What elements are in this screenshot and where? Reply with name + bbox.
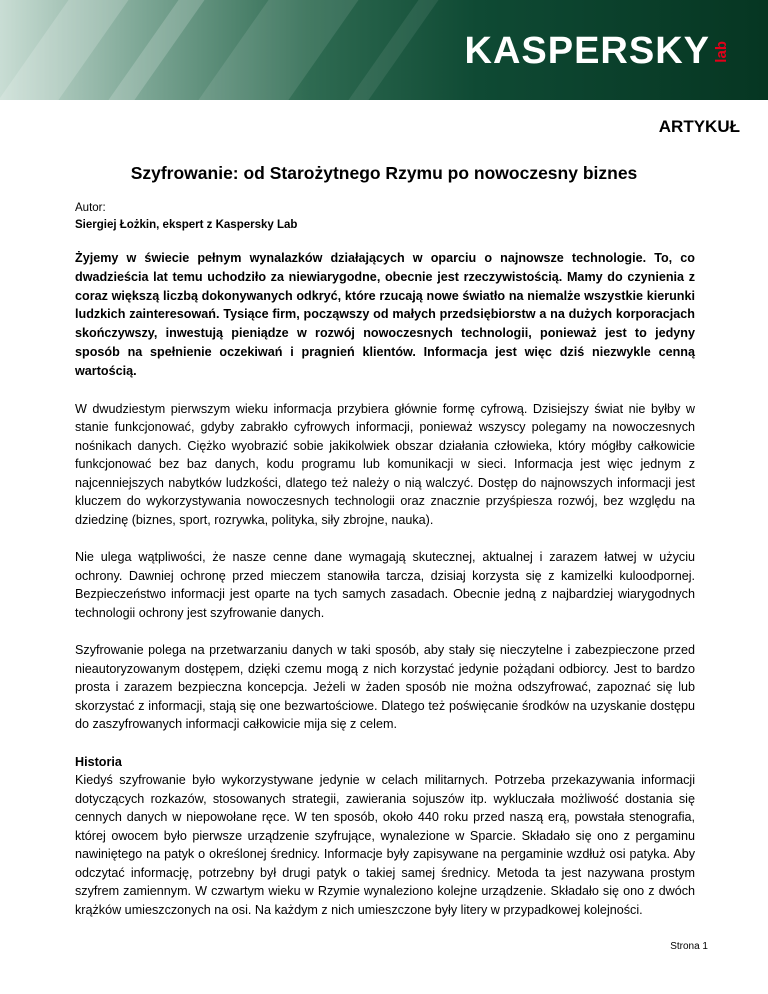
author-block xyxy=(75,200,297,234)
logo-text: KASPERSKY xyxy=(464,30,710,72)
author-label: Autor: xyxy=(75,202,106,214)
paragraph-1: W dwudziestym pierwszym wieku informacja przybiera głównie formę cyfrową. Dzisiejszy świat nie byłby w stanie funkcjonować, gdyby zabrakło cyfrowych informacji, ponieważ wszyscy polegamy na nowoczesnych nośnikach danych. Ciężko wyobrazić sobie jakikolwiek obszar działania człowieka, który mógłby całkowicie funkcjonować bez baz danych, kodu programu lub komunikacji w sieci. Informacja jest więc jednym z najcenniejszych nabytków ludzkości, dlatego też należy o nią walczyć. Dostęp do najnowszych informacji jest kluczem do wykorzystywania nowoczesnych technologii oraz znacznie przyśpiesza rozwój, bez względu na dziedzinę (biznes, sport, rozrywka, polityka, siły zbrojne, nauka). xyxy=(75,401,695,527)
article-label: ARTYKUŁ xyxy=(658,117,740,136)
kaspersky-logo xyxy=(465,30,731,73)
paragraph-2: Nie ulega wątpliwości, że nasze cenne dane wymagają skutecznej, aktualnej i zarazem łatwej w użyciu ochrony. Dawniej ochronę przed mieczem stanowiła tarcza, dzisiaj korzysta się z kamizelki kuloodpornej. Bezpieczeństwo informacji jest oparte na tych samych zasadach. Obecnie jedną z najbardziej wiarygodnych technologii ochrony jest szyfrowanie danych. xyxy=(75,550,695,620)
author-name: Siergiej Łożkin, ekspert z Kaspersky Lab xyxy=(75,219,298,231)
section-paragraph: Kiedyś szyfrowanie było wykorzystywane jedynie w celach militarnych. Potrzeba przekazywania informacji dotyczących rozkazów, stosowanych strategii, zawierania sojuszów itp. wykluczała możliwość dostania się cennych danych w niepowołane ręce. W ten sposób, około 440 roku przed naszą erą, powstała stenografia, której owocem było pierwsze urządzenie szyfrujące, wynalezione w Sparcie. Składało się ono z pergaminu nawiniętego na patyk o określonej średnicy. Informacje były zapisywane na pergaminie wzdłuż osi patyka. Aby odczytać informację, potrzebny był drugi patyk o takiej samej średnicy. Metoda ta jest nazywana prostym szyfrem zamiennym. W czwartym wieku w Rzymie wynaleziono kolejne urządzenie. Składało się ono z dwóch krążków umieszczonych na osi. Na każdym z nich umieszczone były litery w przypadkowej kolejności. xyxy=(75,773,695,917)
page-number: Strona 1 xyxy=(670,941,708,952)
paragraph-3: Szyfrowanie polega na przetwarzaniu danych w taki sposób, aby stały się nieczytelne i zabezpieczone przed nieautoryzowanym dostępem, dzięki czemu mogą z nich korzystać jedynie pożądani odbiorcy. Jest to bardzo prosta i zarazem bezpieczna koncepcja. Jeżeli w żaden sposób nie można odszyfrować, zapoznać się lub skorzystać z informacji, stają się one bezwartościowe. Dlatego też poświęcanie środków na uzyskanie dostępu do zaszyfrowanych informacji całkowicie mija się z celem. xyxy=(75,643,695,732)
lead-paragraph: Żyjemy w świecie pełnym wynalazków działających w oparciu o najnowsze technologie. To, co dwadzieścia lat temu uchodziło za niewiarygodne, obecnie jest rzeczywistością. Mamy do czynienia z coraz większą liczbą dokonywanych odkryć, które rzucają nowe światło na niemalże wszystkie kierunki ludzkich zainteresowań. Tysiące firm, począwszy od małych przedsiębiorstw a na dużych korporacjach skończywszy, inwestują pieniądze w rozwój nowoczesnych technologii, ponieważ jest to jedyny sposób na spełnienie oczekiwań i pragnień klientów. Informacja jest więc dziś niezwykle cenną wartością. xyxy=(75,251,695,378)
header-banner xyxy=(0,0,768,100)
page-title: Szyfrowanie: od Starożytnego Rzymu po nowoczesny biznes xyxy=(130,163,638,183)
section-heading: Historia xyxy=(75,754,122,769)
logo-lab: lab xyxy=(713,40,730,63)
article-body xyxy=(75,249,695,938)
